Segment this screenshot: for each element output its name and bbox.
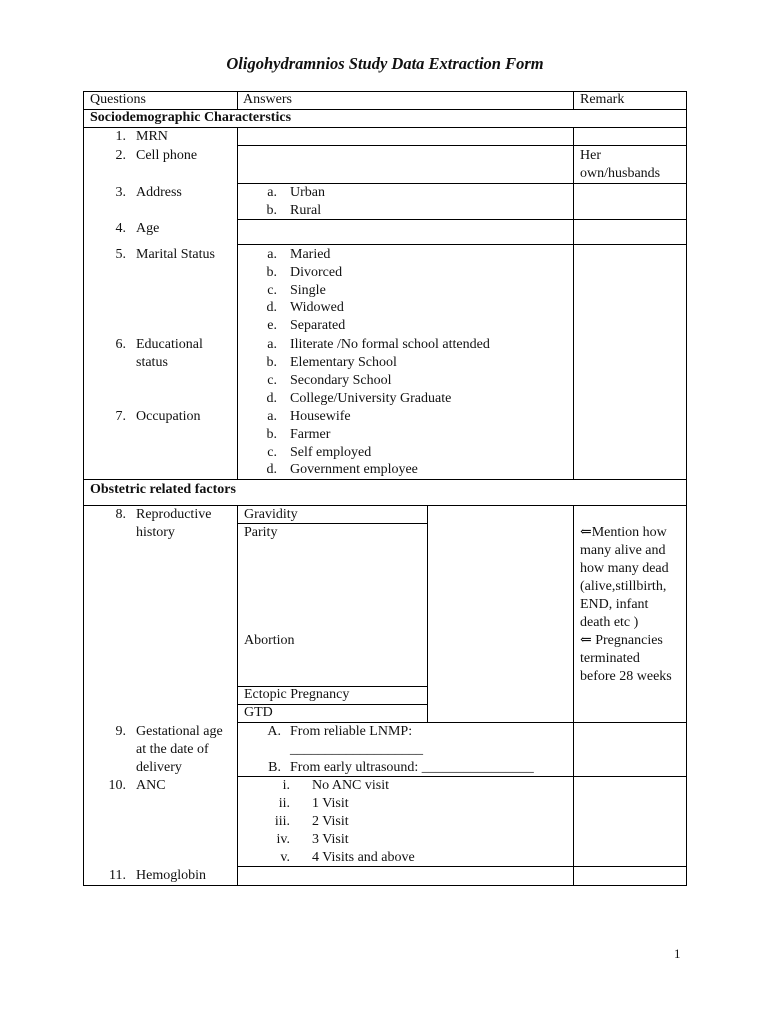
option-text: 2 Visit — [312, 814, 349, 829]
page-title: Oligohydramnios Study Data Extraction Form — [226, 54, 544, 73]
ectopic-pregnancy-label: Ectopic Pregnancy — [244, 687, 350, 702]
rule — [573, 127, 574, 479]
rule — [83, 479, 687, 480]
option-text: Farmer — [290, 427, 331, 442]
question-number: 5. — [115, 247, 126, 262]
option-marker: b. — [266, 355, 277, 370]
option-text: Widowed — [290, 300, 344, 315]
parity-remark: ⇐Mention how — [580, 525, 667, 540]
rule — [83, 885, 687, 886]
option-marker: ii. — [278, 796, 290, 811]
question-label: Cell phone — [136, 148, 198, 163]
option-marker: i. — [282, 778, 290, 793]
option-marker: b. — [266, 203, 277, 218]
parity-remark: death etc ) — [580, 615, 639, 630]
header-questions: Questions — [90, 92, 146, 107]
rule — [573, 505, 574, 885]
option-marker: d. — [266, 391, 277, 406]
option-text: Rural — [290, 203, 322, 218]
rule — [427, 505, 428, 722]
fill-blank: ___________________ — [290, 742, 423, 757]
option-marker: v. — [280, 850, 290, 865]
option-marker: d. — [266, 300, 277, 315]
rule — [237, 505, 238, 885]
question-label: status — [136, 355, 168, 370]
abortion-remark: ⇐ Pregnancies — [580, 633, 663, 648]
option-text: 3 Visit — [312, 832, 349, 847]
section-heading: Sociodemographic Characterstics — [90, 110, 292, 125]
option-text: Maried — [290, 247, 331, 262]
question-label: Hemoglobin — [136, 868, 206, 883]
question-number: 3. — [115, 185, 126, 200]
remark-text: Her — [580, 148, 601, 163]
option-marker: e. — [267, 318, 277, 333]
question-label: Age — [136, 221, 160, 236]
option-text: Elementary School — [290, 355, 397, 370]
question-number: 4. — [115, 221, 126, 236]
option-text: Secondary School — [290, 373, 392, 388]
option-text: Iliterate /No formal school attended — [290, 337, 490, 352]
option-marker: b. — [266, 265, 277, 280]
parity-label: Parity — [244, 525, 278, 540]
option-text: Urban — [290, 185, 325, 200]
option-marker: a. — [267, 247, 277, 262]
parity-remark: how many dead — [580, 561, 669, 576]
question-label: delivery — [136, 760, 182, 775]
option-text: No ANC visit — [312, 778, 390, 793]
question-label: Educational — [136, 337, 203, 352]
question-label: Occupation — [136, 409, 201, 424]
option-text: Self employed — [290, 445, 372, 460]
question-label: MRN — [136, 129, 168, 144]
gravidity-label: Gravidity — [244, 507, 298, 522]
section-heading: Obstetric related factors — [90, 482, 236, 497]
option-marker: c. — [267, 283, 277, 298]
rule — [237, 866, 687, 867]
option-text: From early ultrasound: ________________ — [290, 760, 534, 775]
option-text: 1 Visit — [312, 796, 349, 811]
question-number: 6. — [115, 337, 126, 352]
question-label: Address — [136, 185, 182, 200]
question-label: at the date of — [136, 742, 209, 757]
question-label: ANC — [136, 778, 166, 793]
rule — [237, 244, 687, 245]
header-remark: Remark — [580, 92, 625, 107]
rule — [573, 91, 574, 109]
question-label: Marital Status — [136, 247, 215, 262]
parity-remark: many alive and — [580, 543, 666, 558]
rule — [686, 91, 687, 886]
option-text: College/University Graduate — [290, 391, 452, 406]
option-marker: iv. — [276, 832, 290, 847]
question-label: history — [136, 525, 175, 540]
option-text: Separated — [290, 318, 346, 333]
parity-remark: END, infant — [580, 597, 649, 612]
question-label: Reproductive — [136, 507, 212, 522]
page-number: 1 — [674, 946, 681, 961]
option-marker: a. — [267, 409, 277, 424]
abortion-remark: terminated — [580, 651, 640, 666]
rule — [237, 91, 238, 109]
question-label: Gestational age — [136, 724, 223, 739]
rule — [83, 127, 687, 128]
remark-text: own/husbands — [580, 166, 661, 181]
rule — [237, 145, 687, 146]
rule — [83, 91, 84, 886]
option-text: From reliable LNMP: — [290, 724, 413, 739]
option-marker: B. — [268, 760, 281, 775]
option-marker: iii. — [274, 814, 290, 829]
question-number: 8. — [115, 507, 126, 522]
option-marker: b. — [266, 427, 277, 442]
abortion-label: Abortion — [244, 633, 295, 648]
option-text: Single — [290, 283, 326, 298]
question-number: 9. — [115, 724, 126, 739]
header-answers: Answers — [243, 92, 292, 107]
option-marker: c. — [267, 445, 277, 460]
question-number: 10. — [108, 778, 126, 793]
option-marker: A. — [267, 724, 281, 739]
option-marker: a. — [267, 185, 277, 200]
question-number: 11. — [109, 868, 126, 883]
question-number: 1. — [115, 129, 126, 144]
option-text: Housewife — [290, 409, 351, 424]
option-marker: c. — [267, 373, 277, 388]
rule — [237, 127, 238, 479]
abortion-remark: before 28 weeks — [580, 669, 672, 684]
option-marker: d. — [266, 462, 277, 477]
question-number: 2. — [115, 148, 126, 163]
parity-remark: (alive,stillbirth, — [580, 579, 667, 594]
option-text: Government employee — [290, 462, 418, 477]
option-text: 4 Visits and above — [312, 850, 415, 865]
gtd-label: GTD — [244, 705, 273, 720]
option-text: Divorced — [290, 265, 343, 280]
question-number: 7. — [115, 409, 126, 424]
option-marker: a. — [267, 337, 277, 352]
